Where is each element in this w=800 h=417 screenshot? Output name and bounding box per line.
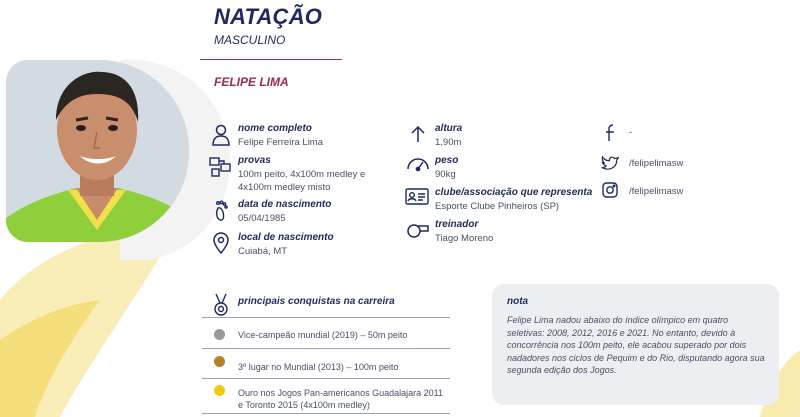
athlete-photo [6,60,189,242]
achievement-item: 3º lugar no Mundial (2013) – 100m peito [238,362,399,372]
field-weight [435,154,458,182]
sport-title: NATAÇÃO [214,4,323,29]
weight-value: 90kg [435,169,456,180]
achievements-divider [202,413,450,414]
field-height [435,122,462,150]
weight-gauge-icon [406,154,428,176]
instagram-icon[interactable] [602,182,624,204]
achievements-divider [202,348,450,349]
height-arrow-icon [408,124,430,146]
field-coach [435,218,493,246]
achievements-title: principais conquistas na carreira [238,296,395,307]
facebook-handle[interactable]: - [629,127,633,138]
events-icon [209,156,231,178]
achievement-item: Vice-campeão mundial (2019) – 50m peito [238,330,408,340]
footprint-icon [212,200,234,222]
bronze-medal-dot [214,356,225,367]
location-pin-icon [212,232,234,254]
silver-medal-dot [214,329,225,340]
title-divider [200,59,342,60]
achievement-item: Ouro nos Jogos Pan-americanos Guadalajara 2011 e Toronto 2015 (4x100m medley) [238,388,443,410]
weight-label: peso [435,155,459,166]
birth-date-label: data de nascimento [238,199,332,210]
events-value: 100m peito, 4x100m medley e 4x100m medley misto [238,169,366,193]
coach-label: treinador [435,219,479,230]
note-text: Felipe Lima nadou abaixo do índice olímpico em quatro seletivas: 2008, 2012, 2016 e 2021. No entanto, devido à concorrência nos 100m peito, ele acabou superado por dois nadadores nos ciclos de Pequim e do Rio, disputando agora sua segunda edição dos Jogos. [507,315,765,375]
field-events [238,154,378,194]
athlete-name: FELIPE LIMA [214,75,289,89]
instagram-handle[interactable]: /felipelimasw [629,186,684,197]
field-birth-place [238,231,334,259]
gender-subtitle: MASCULINO [214,33,286,47]
club-value: Esporte Clube Pinheiros (SP) [435,201,560,212]
twitter-icon[interactable] [601,155,623,177]
whistle-icon [406,220,428,242]
height-label: altura [435,123,463,134]
medal-icon [211,293,233,315]
id-card-icon [405,187,427,209]
gold-medal-dot [214,385,225,396]
note-title: nota [507,296,529,307]
facebook-icon[interactable] [604,124,626,146]
height-value: 1,90m [435,137,462,148]
field-full-name [238,122,323,150]
field-birth-date [238,198,331,226]
achievements-divider [202,317,450,318]
full-name-value: Felipe Ferreira Lima [238,137,323,148]
twitter-handle[interactable]: /felipelimasw [629,158,684,169]
events-label: provas [238,155,271,166]
birth-place-label: local de nascimento [238,232,334,243]
full-name-label: nome completo [238,123,312,134]
birth-date-value: 05/04/1985 [238,213,286,224]
club-label: clube/associação que representa [435,187,593,198]
achievements-divider [202,378,450,379]
person-icon [211,124,233,146]
coach-value: Tiago Moreno [435,233,494,244]
birth-place-value: Cuiabá, MT [238,246,288,257]
field-club [435,186,592,214]
